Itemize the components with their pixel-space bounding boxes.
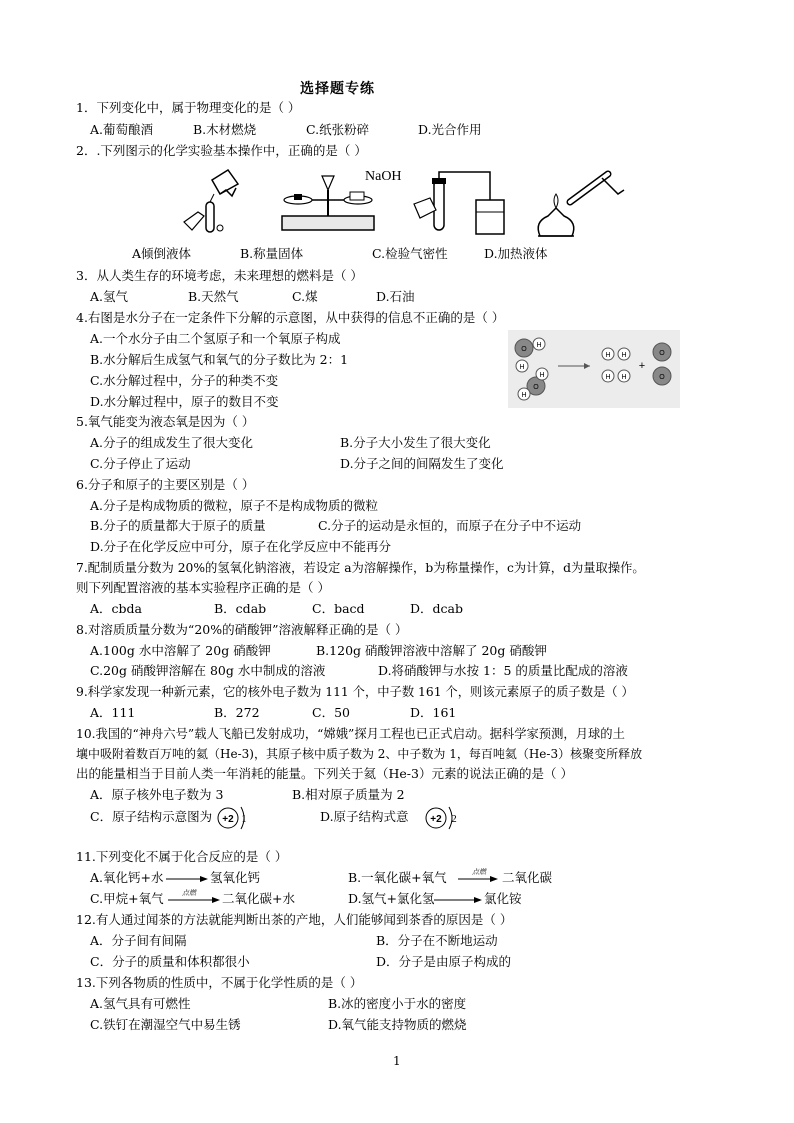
q8-option-c: C.20g 硝酸钾溶解在 80g 水中制成的溶液: [90, 663, 326, 678]
q3-stem: 3．从人类生存的环境考虑，未来理想的燃料是（ ）: [76, 268, 363, 283]
q12-stem: 12.有人通过闻茶的方法就能判断出茶的产地，人们能够闻到茶香的原因是（ ）: [76, 912, 513, 927]
q8-option-d: D.将硝酸钾与水按 1：5 的质量比配成的溶液: [378, 663, 628, 678]
water-decomposition-diagram: [508, 330, 680, 408]
h-atom-label: H: [621, 374, 627, 381]
q7-option-b: B．cdab: [214, 601, 267, 616]
q6-stem: 6.分子和原子的主要区别是（ ）: [76, 477, 255, 492]
q9-option-d: D．161: [410, 705, 457, 720]
q3-option-b: B.天然气: [188, 289, 239, 304]
q8-stem: 8.对溶质质量分数为“20%的硝酸钾”溶液解释正确的是（ ）: [76, 622, 408, 637]
q13-option-d: D.氧气能支持物质的燃烧: [328, 1017, 467, 1032]
q10-stem-line1: 10.我国的“神舟六号”载人飞船已发射成功，“嫦娥”探月工程也已正式启动。据科学家预测，月球的土: [76, 727, 625, 741]
q8-option-a: A.100g 水中溶解了 20g 硝酸钾: [90, 643, 271, 658]
q1-option-b: B.木材燃烧: [193, 122, 257, 137]
heat-liquid-illustration: [530, 166, 630, 238]
plus-sign: +: [638, 360, 646, 372]
q1-option-c: C.纸张粉碎: [306, 122, 370, 137]
balance-illustration: [278, 170, 378, 236]
q2-option-b: B.称量固体: [240, 246, 304, 261]
naoh-label: NaOH: [365, 169, 402, 184]
q5-option-c: C.分子停止了运动: [90, 456, 191, 471]
q10-option-a: A．原子核外电子数为 3: [90, 787, 224, 802]
q5-stem: 5.氧气能变为液态氧是因为（ ）: [76, 414, 255, 429]
h-atom-label: H: [521, 392, 527, 399]
q2-option-c: C.检验气密性: [372, 246, 448, 261]
reaction-condition-label: 点燃: [472, 868, 486, 876]
nucleus-charge-label: +2: [430, 814, 442, 825]
electron-count-label: 2: [451, 813, 457, 825]
q5-option-b: B.分子大小发生了很大变化: [340, 435, 491, 450]
q4-option-b: B.水分解后生成氢气和氧气的分子数比为 2：1: [90, 352, 349, 367]
q2-stem: 2．.下列图示的化学实验基本操作中，正确的是（ ）: [76, 143, 367, 158]
airtightness-check-illustration: [408, 170, 508, 240]
page-number: 1: [393, 1054, 401, 1068]
q11-option-d-reactants: D.氢气+氯化氢: [348, 891, 435, 906]
q11-option-a-reactants: A.氧化钙+水: [90, 870, 164, 885]
q4-option-d: D.水分解过程中，原子的数目不变: [90, 394, 279, 409]
q11-option-c-products: 二氧化碳+水: [222, 891, 295, 906]
q11-option-d-product: 氯化铵: [484, 891, 522, 906]
reaction-condition-label: 点燃: [182, 889, 196, 897]
q9-option-c: C．50: [312, 705, 350, 720]
o-atom-label: O: [659, 374, 665, 381]
q9-stem: 9.科学家发现一种新元素，它的核外电子数为 111 个，中子数 161 个，则该元素原子的质子数是（ ）: [76, 685, 634, 699]
q6-option-d: D.分子在化学反应中可分，原子在化学反应中不能再分: [90, 539, 392, 554]
q4-option-a: A.一个水分子由二个氢原子和一个氧原子构成: [90, 331, 341, 346]
pour-liquid-illustration: [176, 166, 256, 238]
q7-stem-line2: 则下列配置溶液的基本实验程序正确的是（ ）: [76, 580, 330, 595]
q9-option-b: B．272: [214, 705, 260, 720]
h-atom-label: H: [605, 352, 611, 359]
q9-option-a: A．111: [90, 705, 136, 720]
o-atom-label: O: [521, 346, 527, 353]
q5-option-a: A.分子的组成发生了很大变化: [90, 435, 254, 450]
h-atom-label: H: [519, 364, 525, 371]
q4-stem: 4.右图是水分子在一定条件下分解的示意图，从中获得的信息不正确的是（ ）: [76, 310, 505, 325]
q7-option-c: C．bacd: [312, 601, 365, 616]
q12-option-c: C．分子的质量和体积都很小: [90, 954, 250, 969]
q5-option-d: D.分子之间的间隔发生了变化: [340, 456, 504, 471]
h-atom-label: H: [539, 372, 545, 379]
q1-stem: 1．下列变化中，属于物理变化的是（ ）: [76, 100, 301, 115]
q3-option-d: D.石油: [376, 289, 415, 304]
electron-count-label: 1: [241, 813, 247, 825]
q11-option-c-reactants: C.甲烷+氧气: [90, 891, 164, 906]
q13-option-b: B.冰的密度小于水的密度: [328, 996, 467, 1011]
q7-stem-line1: 7.配制质量分数为 20%的氢氧化钠溶液，若设定 a为溶解操作，b为称量操作，c为计算，d为量取操作。: [76, 561, 645, 575]
nucleus-charge-label: +2: [222, 814, 234, 825]
atom-structure-diagram-d: [424, 803, 460, 833]
q10-option-d: D.原子结构式意: [320, 809, 409, 824]
q7-option-a: A．cbda: [90, 601, 142, 616]
q12-option-b: B．分子在不断地运动: [376, 933, 498, 948]
q8-option-b: B.120g 硝酸钾溶液中溶解了 20g 硝酸钾: [316, 643, 547, 658]
h-atom-label: H: [536, 342, 542, 349]
atom-structure-diagram-c: [216, 803, 250, 833]
q2-option-d: D.加热液体: [484, 246, 548, 261]
q6-option-c: C.分子的运动是永恒的，而原子在分子中不运动: [318, 518, 582, 533]
q10-option-c: C．原子结构示意图为: [90, 809, 213, 824]
q11-option-b-reactants: B.一氧化碳+氧气: [348, 870, 447, 885]
q11-option-b-product: 二氧化碳: [502, 870, 553, 885]
q10-stem-line2: 壤中吸附着数百万吨的氦（He-3)，其原子核中质子数为 2、中子数为 1，每百吨氦（He-3）核聚变所释放: [76, 747, 643, 761]
q6-option-b: B.分子的质量都大于原子的质量: [90, 518, 266, 533]
reaction-arrow: [458, 874, 498, 884]
q12-option-d: D．分子是由原子构成的: [376, 954, 512, 969]
o-atom-label: O: [533, 384, 539, 391]
q6-option-a: A.分子是构成物质的微粒，原子不是构成物质的微粒: [90, 498, 379, 513]
q13-option-a: A.氢气具有可燃性: [90, 996, 191, 1011]
h-atom-label: H: [621, 352, 627, 359]
q13-stem: 13.下列各物质的性质中，不属于化学性质的是（ ）: [76, 975, 363, 990]
q11-stem: 11.下列变化不属于化合反应的是（ ）: [76, 849, 288, 864]
page-title: 选择题专练: [300, 81, 375, 97]
reaction-arrow: [166, 874, 208, 884]
q10-stem-line3: 出的能量相当于目前人类一年消耗的能量。下列关于氦（He-3）元素的说法正确的是（ ）: [76, 766, 573, 781]
reaction-arrow: [434, 895, 482, 905]
q3-option-a: A.氢气: [90, 289, 129, 304]
q13-option-c: C.铁钉在潮湿空气中易生锈: [90, 1017, 241, 1032]
reaction-arrow: [168, 895, 220, 905]
q2-option-a: A倾倒液体: [132, 246, 192, 261]
q1-option-a: A.葡萄酿酒: [90, 122, 154, 137]
o-atom-label: O: [659, 350, 665, 357]
q11-option-a-product: 氢氧化钙: [210, 870, 261, 885]
q3-option-c: C.煤: [292, 289, 318, 304]
q1-option-d: D.光合作用: [418, 122, 482, 137]
h-atom-label: H: [605, 374, 611, 381]
q4-option-c: C.水分解过程中，分子的种类不变: [90, 373, 279, 388]
q7-option-d: D．dcab: [410, 601, 463, 616]
q12-option-a: A．分子间有间隔: [90, 933, 187, 948]
q10-option-b: B.相对原子质量为 2: [292, 787, 405, 802]
